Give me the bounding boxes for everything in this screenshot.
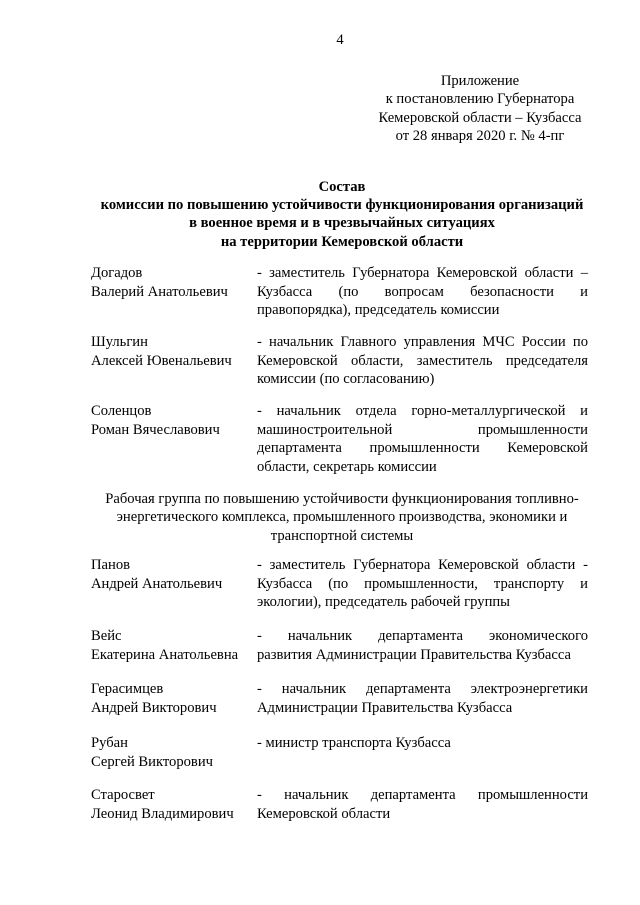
- appendix-line: к постановлению Губернатора: [385, 91, 575, 108]
- role-line: - начальник отдела горно-металлургической и: [257, 403, 588, 419]
- appendix-line: Кемеровской области – Кузбасса: [378, 109, 582, 126]
- role-line: Кемеровской области, заместитель председателя: [257, 352, 588, 369]
- role-line: Кузбасса (по вопросам безопасности и: [257, 283, 588, 300]
- role-line: - заместитель Губернатора Кемеровской области -: [257, 557, 588, 573]
- member-surname: Догадов: [91, 265, 143, 281]
- member-role: [257, 333, 588, 389]
- role-line: машиностроительной промышленности: [257, 421, 588, 438]
- role-line: развития Администрации Правительства Кузбасса: [257, 646, 572, 663]
- role-line: Кузбасса (по промышленности, транспорту и: [257, 575, 588, 592]
- working-group-line: Рабочая группа по повышению устойчивости функционирования топливно-: [105, 491, 579, 507]
- member-name: [91, 627, 256, 664]
- role-line: Администрации Правительства Кузбасса: [257, 699, 513, 716]
- member-given-name: Андрей Викторович: [91, 699, 217, 716]
- working-group-line: транспортной системы: [270, 527, 414, 544]
- member-surname: Рубан: [91, 735, 128, 751]
- member-name: [91, 786, 256, 823]
- role-line: - начальник департамента экономического: [257, 628, 588, 644]
- member-role: [257, 402, 588, 476]
- member-role: [257, 264, 588, 320]
- appendix-block: [340, 72, 620, 146]
- member-surname: Старосвет: [91, 787, 155, 803]
- member-name: [91, 264, 256, 301]
- member-given-name: Валерий Анатольевич: [91, 283, 228, 300]
- role-line: - заместитель Губернатора Кемеровской области –: [257, 265, 588, 281]
- member-role: [257, 680, 588, 717]
- member-role: [257, 627, 588, 664]
- member-given-name: Андрей Анатольевич: [91, 575, 223, 592]
- role-line: - начальник департамента электроэнергетики: [257, 681, 588, 697]
- role-line: области, секретарь комиссии: [257, 458, 437, 475]
- member-surname: Шульгин: [91, 334, 148, 350]
- role-line: департамента промышленности Кемеровской: [257, 440, 588, 456]
- member-name: [91, 680, 256, 717]
- appendix-line: Приложение: [440, 73, 520, 89]
- role-line: правопорядка), председатель комиссии: [257, 302, 500, 318]
- member-name: [91, 734, 256, 771]
- title-line: на территории Кемеровской области: [220, 233, 464, 250]
- member-name: [91, 333, 256, 370]
- member-role: [257, 786, 588, 823]
- member-given-name: Роман Вячеславович: [91, 421, 220, 438]
- role-line: - начальник Главного управления МЧС России по: [257, 334, 588, 350]
- member-given-name: Екатерина Анатольевна: [91, 646, 239, 663]
- member-given-name: Леонид Владимирович: [91, 805, 234, 822]
- member-surname: Вейс: [91, 628, 122, 644]
- member-role: [257, 734, 588, 753]
- member-name: [91, 402, 256, 439]
- member-given-name: Сергей Викторович: [91, 753, 213, 770]
- member-surname: Панов: [91, 557, 131, 573]
- working-group-line: энергетического комплекса, промышленного производства, экономики и: [116, 509, 568, 526]
- member-name: [91, 556, 256, 593]
- role-line: экологии), председатель рабочей группы: [257, 594, 510, 610]
- working-group-heading: [62, 490, 622, 545]
- title-line: комиссии по повышению устойчивости функционирования организаций: [100, 197, 584, 214]
- title-line: в военное время и в чрезвычайных ситуациях: [189, 215, 495, 232]
- member-surname: Соленцов: [91, 403, 152, 419]
- role-line: - начальник департамента промышленности: [257, 787, 588, 803]
- role-line: Кемеровской области: [257, 805, 391, 822]
- page-number: 4: [336, 32, 344, 48]
- member-given-name: Алексей Ювенальевич: [91, 352, 232, 369]
- appendix-line: от 28 января 2020 г. № 4-пг: [395, 128, 565, 145]
- member-surname: Герасимцев: [91, 681, 164, 697]
- title-line: Состав: [318, 179, 366, 195]
- member-role: [257, 556, 588, 612]
- role-line: - министр транспорта Кузбасса: [257, 735, 451, 751]
- document-title: [62, 178, 622, 251]
- role-line: комиссии (по согласованию): [257, 371, 435, 387]
